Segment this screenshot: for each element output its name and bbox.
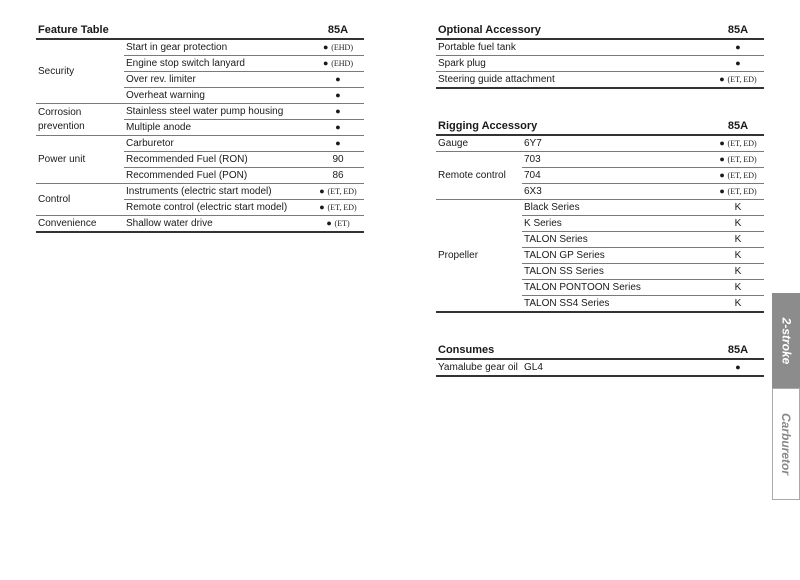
group-label: Propeller (436, 200, 522, 313)
accessory-label: Black Series (522, 200, 712, 216)
rigging-accessory-model: 85A (712, 118, 764, 135)
consumable-value (712, 359, 764, 376)
availability-dot: ● (323, 42, 329, 52)
table-row (436, 72, 764, 89)
tab-label: 2-stroke (779, 317, 793, 364)
feature-label: Multiple anode (124, 120, 312, 136)
feature-label: Shallow water drive (124, 216, 312, 233)
table-row (436, 152, 764, 168)
tab-label: Carburetor (779, 412, 794, 476)
model-note: (ET, ED) (727, 155, 757, 164)
feature-label: Overheat warning (124, 88, 312, 104)
availability-dot: ● (323, 58, 329, 68)
availability-dot: ● (719, 74, 725, 84)
accessory-value: K (712, 264, 764, 280)
availability-dot: ● (719, 138, 725, 148)
availability-dot: ● (719, 154, 725, 164)
group-label: Security (36, 39, 124, 104)
group-label: Control (36, 184, 124, 216)
availability-dot: ● (735, 58, 741, 68)
availability-dot: ● (335, 90, 341, 100)
table-row (36, 184, 364, 200)
accessory-label: 6Y7 (522, 135, 712, 152)
model-note: (ET, ED) (727, 187, 757, 196)
feature-table-model: 85A (312, 22, 364, 39)
group-label: Corrosion prevention (36, 104, 124, 136)
group-label: Remote control (436, 152, 522, 200)
accessory-value (712, 72, 764, 89)
tab-2-stroke[interactable] (772, 293, 800, 388)
accessory-label: 703 (522, 152, 712, 168)
accessory-value: K (712, 296, 764, 313)
feature-label: Engine stop switch lanyard (124, 56, 312, 72)
rigging-accessory-table (436, 118, 764, 313)
table-row (36, 104, 364, 120)
group-label: Convenience (36, 216, 124, 233)
feature-value (312, 136, 364, 152)
feature-label: Stainless steel water pump housing (124, 104, 312, 120)
availability-dot: ● (319, 202, 325, 212)
feature-table-title: Feature Table (36, 22, 312, 39)
table-row (36, 136, 364, 152)
accessory-value (712, 56, 764, 72)
accessory-value: K (712, 248, 764, 264)
accessory-value (712, 168, 764, 184)
accessory-value: K (712, 200, 764, 216)
availability-dot: ● (735, 362, 741, 372)
availability-dot: ● (335, 138, 341, 148)
accessory-label: Spark plug (436, 56, 712, 72)
feature-table (36, 22, 364, 233)
availability-dot: ● (719, 170, 725, 180)
model-note: (ET, ED) (727, 75, 757, 84)
availability-dot: ● (719, 186, 725, 196)
feature-label: Recommended Fuel (RON) (124, 152, 312, 168)
accessory-label: Portable fuel tank (436, 39, 712, 56)
accessory-value (712, 184, 764, 200)
optional-accessory-model: 85A (712, 22, 764, 39)
accessory-label: Steering guide attachment (436, 72, 712, 89)
group-label: Gauge (436, 135, 522, 152)
table-row (436, 135, 764, 152)
availability-dot: ● (735, 42, 741, 52)
feature-label: Recommended Fuel (PON) (124, 168, 312, 184)
availability-dot: ● (335, 106, 341, 116)
feature-value (312, 56, 364, 72)
table-row (436, 39, 764, 56)
model-note: (ET, ED) (327, 187, 357, 196)
model-note: (ET, ED) (727, 171, 757, 180)
model-note: (EHD) (331, 59, 353, 68)
model-note: (ET, ED) (327, 203, 357, 212)
accessory-label: 704 (522, 168, 712, 184)
model-note: (EHD) (331, 43, 353, 52)
rigging-accessory-title: Rigging Accessory (436, 118, 712, 135)
accessory-label: K Series (522, 216, 712, 232)
tab-carburetor[interactable] (772, 388, 800, 500)
consumable-spec: GL4 (522, 359, 712, 376)
accessory-label: TALON GP Series (522, 248, 712, 264)
feature-label: Remote control (electric start model) (124, 200, 312, 216)
feature-value: 86 (312, 168, 364, 184)
feature-value (312, 184, 364, 200)
accessory-label: TALON SS4 Series (522, 296, 712, 313)
availability-dot: ● (335, 122, 341, 132)
feature-label: Instruments (electric start model) (124, 184, 312, 200)
table-row (36, 39, 364, 56)
accessory-value (712, 135, 764, 152)
accessory-value: K (712, 280, 764, 296)
feature-value (312, 200, 364, 216)
accessory-value (712, 39, 764, 56)
feature-value (312, 88, 364, 104)
accessory-value: K (712, 232, 764, 248)
availability-dot: ● (319, 186, 325, 196)
optional-accessory-table (436, 22, 764, 89)
feature-value: 90 (312, 152, 364, 168)
feature-value (312, 216, 364, 233)
consumes-model: 85A (712, 342, 764, 359)
feature-label: Carburetor (124, 136, 312, 152)
feature-value (312, 39, 364, 56)
feature-value (312, 72, 364, 88)
consumes-table (436, 342, 764, 377)
feature-value (312, 104, 364, 120)
accessory-label: 6X3 (522, 184, 712, 200)
feature-label: Start in gear protection (124, 39, 312, 56)
table-row (436, 359, 764, 376)
availability-dot: ● (326, 218, 332, 228)
accessory-value (712, 152, 764, 168)
table-row (436, 56, 764, 72)
consumes-title: Consumes (436, 342, 712, 359)
accessory-label: TALON SS Series (522, 264, 712, 280)
table-row (36, 216, 364, 233)
optional-accessory-title: Optional Accessory (436, 22, 712, 39)
model-note: (ET, ED) (727, 139, 757, 148)
consumable-label: Yamalube gear oil (436, 359, 522, 376)
feature-value (312, 120, 364, 136)
model-note: (ET) (334, 219, 350, 228)
accessory-label: TALON PONTOON Series (522, 280, 712, 296)
feature-label: Over rev. limiter (124, 72, 312, 88)
table-row (436, 200, 764, 216)
group-label: Power unit (36, 136, 124, 184)
availability-dot: ● (335, 74, 341, 84)
accessory-label: TALON Series (522, 232, 712, 248)
accessory-value: K (712, 216, 764, 232)
